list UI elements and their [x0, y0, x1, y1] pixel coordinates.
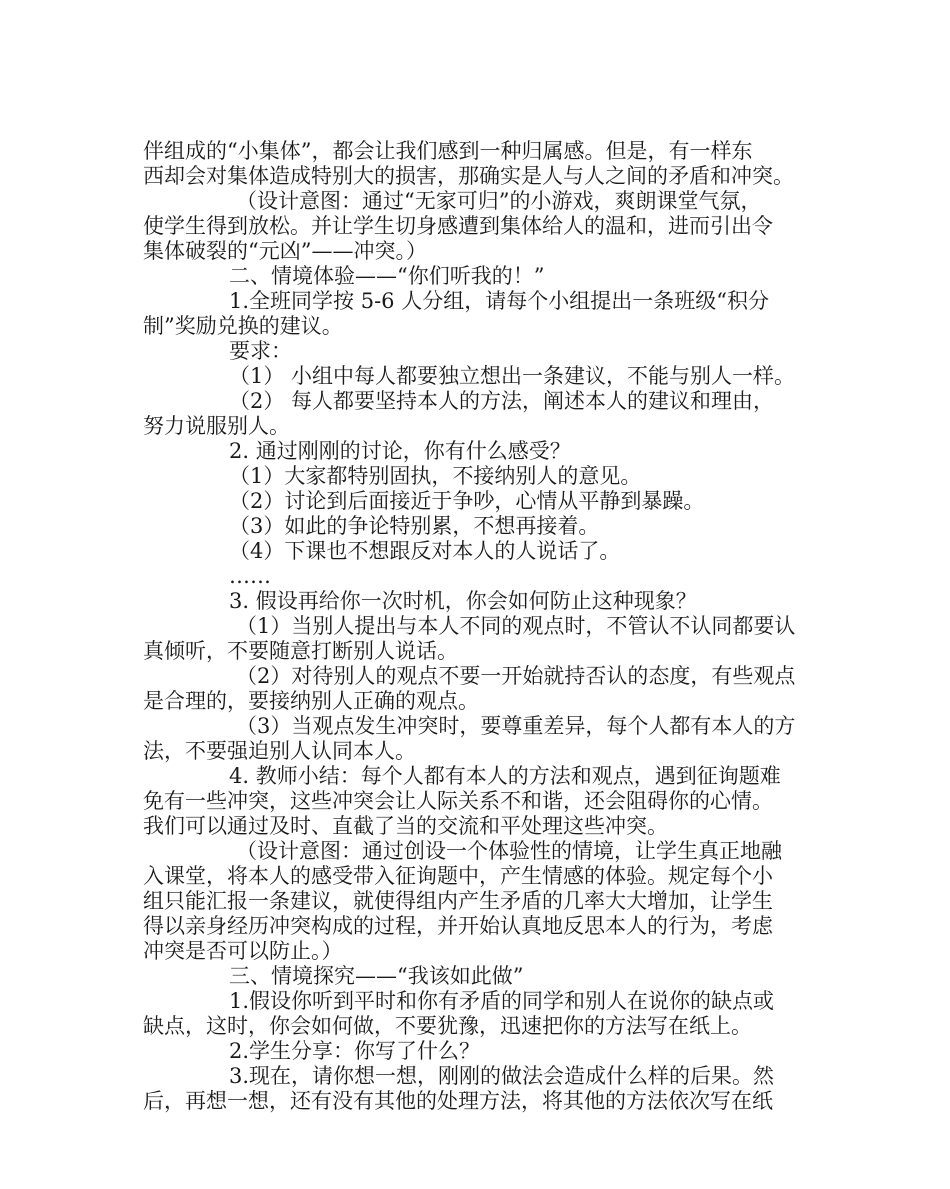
- text-line: 集体破裂的“元凶”——冲突。）: [143, 239, 427, 263]
- text-line: 1.假设你听到平时和你有矛盾的同学和别人在说你的缺点或: [229, 989, 775, 1013]
- text-line: 4. 教师小结：每个人都有本人的方法和观点，遇到征询题难: [229, 764, 781, 788]
- text-line: 组只能汇报一条建议，就使得组内产生矛盾的几率大大增加，让学生: [143, 889, 773, 913]
- text-line: （2） 每人都要坚持本人的方法，阐述本人的建议和理由，: [229, 389, 775, 413]
- section-heading: 三、情境探究——“我该如此做”: [229, 964, 524, 988]
- text-line: 3. 假设再给你一次时机，你会如何防止这种现象？: [229, 589, 697, 613]
- text-line: （3）如此的争论特别累，不想再接着。: [229, 514, 600, 538]
- text-line: 是合理的，要接纳别人正确的观点。: [143, 689, 479, 713]
- section-heading: 二、情境体验——“你们听我的！”: [229, 264, 545, 288]
- text-line: （4）下课也不想跟反对本人的人说话了。: [229, 539, 621, 563]
- text-line: 缺点，这时，你会如何做，不要犹豫，迅速把你的方法写在纸上。: [143, 1014, 752, 1038]
- text-line: （1）大家都特别固执，不接纳别人的意见。: [229, 464, 642, 488]
- text-line: 入课堂，将本人的感受带入征询题中，产生情感的体验。规定每个小: [143, 864, 773, 888]
- text-line: 冲突是否可以防止。）: [143, 939, 343, 963]
- text-line: 2.学生分享：你写了什么？: [229, 1039, 481, 1063]
- text-line: 后，再想一想，还有没有其他的处理方法，将其他的方法依次写在纸: [143, 1089, 773, 1113]
- text-line: （2）讨论到后面接近于争吵，心情从平静到暴躁。: [229, 489, 705, 513]
- text-line: （1）当别人提出与本人不同的观点时，不管认不认同都要认: [236, 614, 796, 638]
- text-line: （2）对待别人的观点不要一开始就持否认的态度，有些观点: [236, 664, 796, 688]
- text-line: 西却会对集体造成特别大的损害，那确实是人与人之间的矛盾和冲突。: [143, 164, 794, 188]
- text-line: 免有一些冲突，这些冲突会让人际关系不和谐，还会阻碍你的心情。: [143, 789, 773, 813]
- text-line: （1） 小组中每人都要独立想出一条建议，不能与别人一样。: [229, 364, 796, 388]
- text-line: 伴组成的“小集体”，都会让我们感到一种归属感。但是，有一样东: [143, 139, 753, 163]
- text-line: 要求：: [229, 339, 292, 363]
- text-line: ……: [229, 564, 271, 588]
- text-line: （3）当观点发生冲突时，要尊重差异，每个人都有本人的方: [236, 714, 796, 738]
- text-line: 努力说服别人。: [143, 414, 290, 438]
- text-line: 1.全班同学按 5-6 人分组，请每个小组提出一条班级“积分: [229, 289, 769, 313]
- text-line: 真倾听，不要随意打断别人说话。: [143, 639, 458, 663]
- text-line: 制”奖励兑换的建议。: [143, 314, 343, 338]
- text-line: 使学生得到放松。并让学生切身感遭到集体给人的温和，进而引出令: [143, 214, 773, 238]
- text-line: 得以亲身经历冲突构成的过程，并开始认真地反思本人的行为，考虑: [143, 914, 773, 938]
- text-line: 2. 通过刚刚的讨论，你有什么感受？: [229, 439, 571, 463]
- text-line: 法，不要强迫别人认同本人。: [143, 739, 416, 763]
- text-line: （设计意图：通过创设一个体验性的情境，让学生真正地融: [236, 839, 782, 863]
- text-line: 我们可以通过及时、直截了当的交流和平处理这些冲突。: [143, 814, 668, 838]
- text-line: （设计意图：通过“无家可归”的小游戏，爽朗课堂气氛，: [236, 189, 762, 213]
- text-line: 3.现在，请你想一想，刚刚的做法会造成什么样的后果。然: [229, 1064, 775, 1088]
